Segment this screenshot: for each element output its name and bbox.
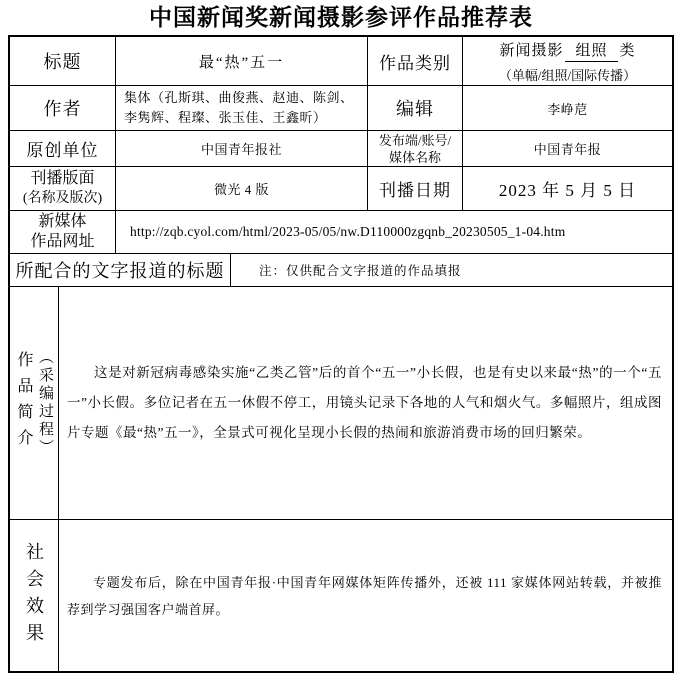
- category-suffix: 类: [619, 42, 636, 59]
- origin-org-label: 原创单位: [26, 141, 99, 160]
- category-prefix: 新闻摄影: [499, 42, 564, 59]
- platform-label-line2: 媒体名称: [388, 149, 441, 165]
- row-intro: [10, 287, 672, 520]
- text-report-label: 所配合的文字报道的标题: [15, 261, 225, 281]
- publish-date-label: 刊播日期: [379, 181, 451, 200]
- layout-label-line2: (名称及版次): [22, 190, 103, 206]
- title-label-cell: [10, 37, 116, 85]
- category-value-line: [499, 39, 635, 62]
- layout-value: 微光 4 版: [213, 182, 269, 197]
- editor-value: 李峥苨: [547, 101, 588, 117]
- intro-text: 这是对新冠病毒感染实施“乙类乙管”后的首个“五一”小长假，也是有史以来最“热”的一个“五一”小长假。多位记者在五一休假不停工，用镜头记录下各地的人气和烟火气。多幅照片，组成图片专题《最“热”五一》，全景式可视化呈现小长假的热闹和旅游消费市场的回归繁荣。: [67, 365, 662, 440]
- title-label: 标题: [43, 52, 82, 72]
- text-report-note: 注：仅供配合文字报道的作品填报: [259, 264, 462, 278]
- editor-label-cell: [368, 86, 463, 130]
- row-text-report: [10, 254, 672, 287]
- social-effect-text: 专题发布后，除在中国青年报·中国青年网媒体矩阵传播外，还被 111 家媒体网站转载，并被推荐到学习强国客户端首屏。: [67, 574, 662, 617]
- intro-label-paren: （采编过程）: [37, 349, 53, 457]
- author-value-cell: [116, 86, 368, 130]
- row-social-effect: [10, 520, 672, 671]
- editor-value-cell: [463, 86, 672, 130]
- publish-date-label-cell: [368, 167, 463, 210]
- social-effect-text-cell: [59, 520, 672, 671]
- layout-label-line1: 刊播版面: [30, 169, 95, 187]
- media-url-label-line1: 新媒体: [38, 213, 87, 230]
- origin-org-value-cell: [116, 131, 368, 166]
- title-value-cell: [116, 37, 368, 85]
- media-url-label-line2: 作品网址: [30, 233, 95, 250]
- publish-date-value: 2023 年 5 月 5 日: [498, 181, 637, 200]
- intro-label: [12, 349, 56, 457]
- row-media-url: [10, 211, 672, 254]
- text-report-label-cell: [10, 254, 231, 286]
- media-url-label-cell: [10, 211, 116, 253]
- author-label-cell: [10, 86, 116, 130]
- publish-date-value-cell: [463, 167, 672, 210]
- row-org-platform: [10, 131, 672, 167]
- intro-label-cell: [10, 287, 59, 519]
- origin-org-value: 中国青年报社: [200, 142, 282, 157]
- origin-org-label-cell: [10, 131, 116, 166]
- author-value: 集体（孔斯琪、曲俊燕、赵迪、陈剑、李隽辉、程璨、张玉佳、王鑫昕）: [124, 90, 354, 125]
- editor-label: 编辑: [396, 99, 434, 119]
- media-url-value-cell: [116, 211, 672, 253]
- social-effect-label-cell: [10, 520, 59, 671]
- row-author-editor: [10, 86, 672, 131]
- category-value-cell: [463, 37, 672, 85]
- category-label-cell: [368, 37, 463, 85]
- row-title-category: [10, 37, 672, 86]
- intro-label-main: 作品简介: [15, 351, 32, 455]
- platform-label-cell: [368, 131, 463, 166]
- platform-label-line1: 发布端/账号/: [378, 132, 452, 148]
- title-value: 最“热”五一: [198, 54, 285, 71]
- media-url-value: http://zqb.cyol.com/html/2023-05/05/nw.D110000zgqnb_20230505_1-04.htm: [130, 224, 566, 239]
- category-selected: 组照: [565, 39, 617, 62]
- recommendation-form-table: [8, 35, 674, 673]
- platform-value: 中国青年报: [533, 142, 602, 157]
- author-label: 作者: [43, 99, 82, 119]
- page-title: 中国新闻奖新闻摄影参评作品推荐表: [149, 5, 533, 30]
- layout-value-cell: [116, 167, 368, 210]
- category-options-note: （单幅/组照/国际传播）: [498, 67, 637, 83]
- intro-text-cell: [59, 287, 672, 519]
- row-layout-date: [10, 167, 672, 211]
- layout-label-cell: [10, 167, 116, 210]
- platform-value-cell: [463, 131, 672, 166]
- category-label: 作品类别: [379, 53, 451, 73]
- text-report-note-cell: [231, 254, 672, 286]
- social-effect-label: 社会效果: [24, 541, 44, 650]
